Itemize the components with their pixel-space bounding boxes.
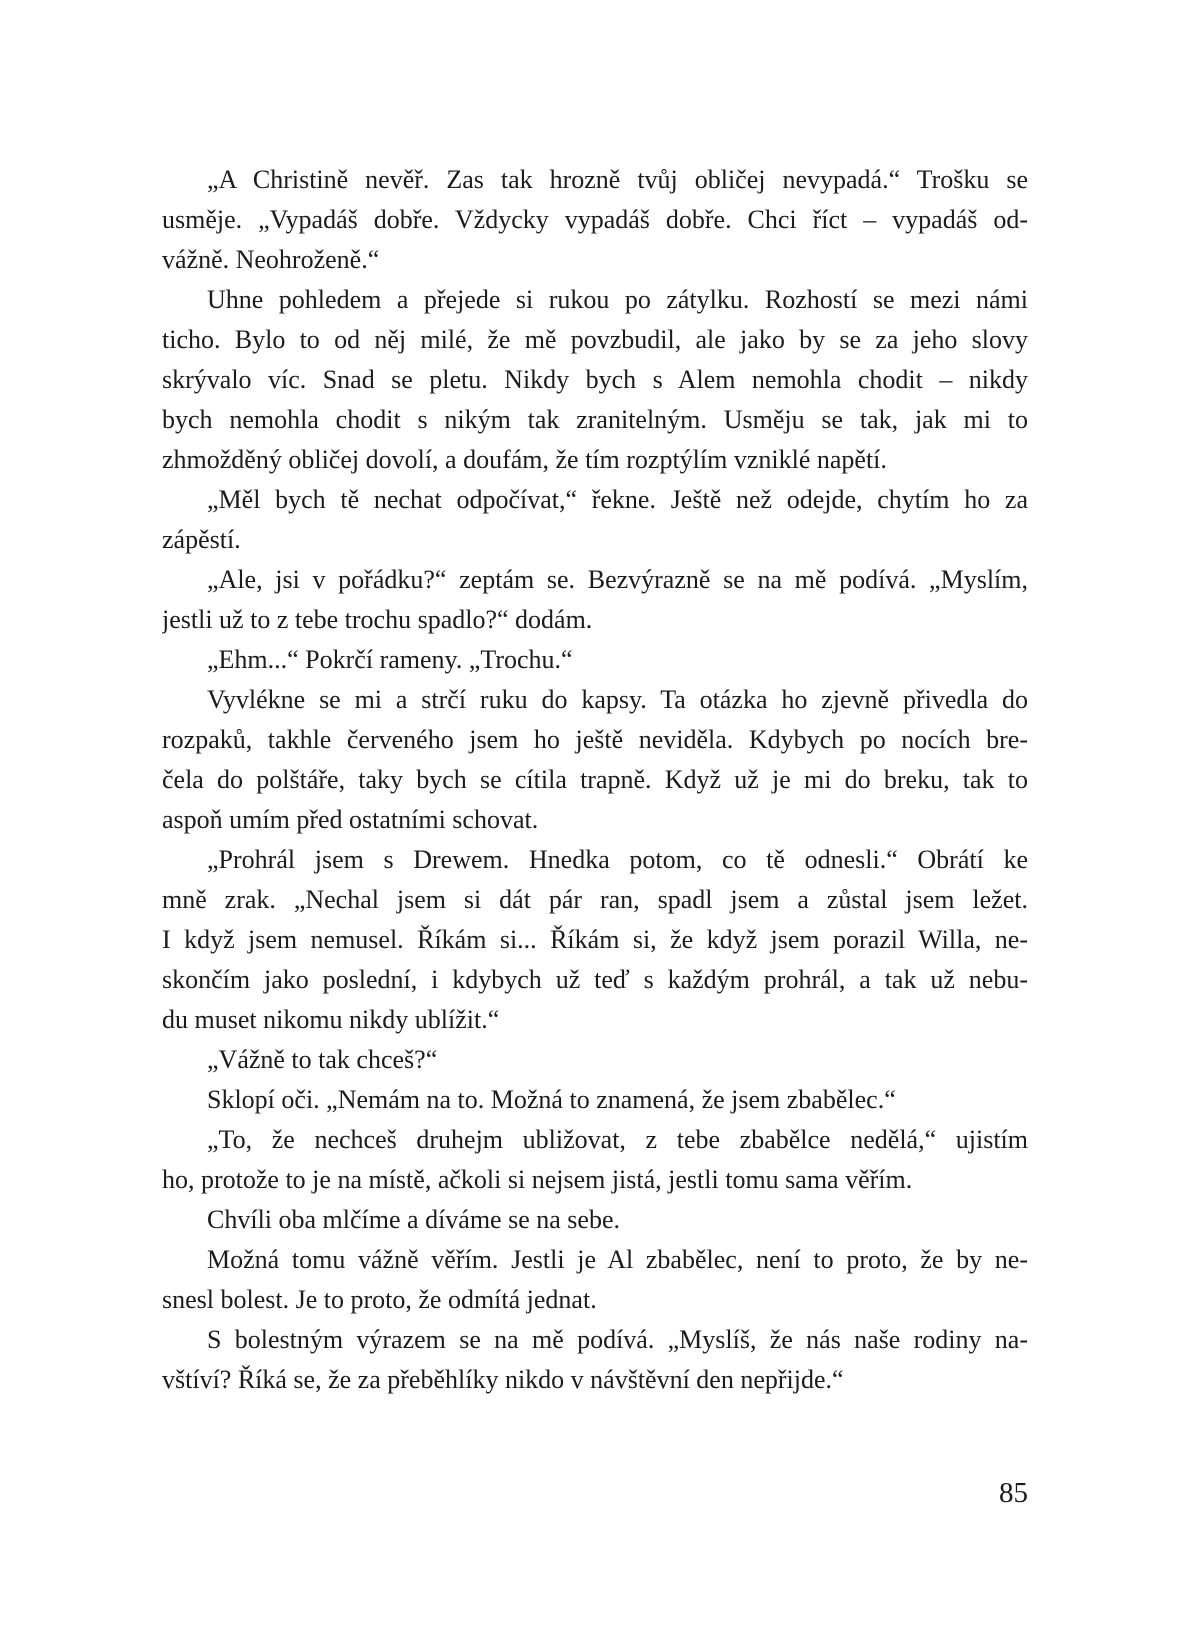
text-line: jestli už to z tebe trochu spadlo?“ dodám.	[162, 605, 593, 634]
text-line: mně zrak. „Nechal jsem si dát pár ran, spadl jsem a zůstal jsem ležet.	[162, 885, 1028, 914]
text-line: skrývalo víc. Snad se pletu. Nikdy bych s Alem nemohla chodit – nikdy	[162, 365, 1028, 394]
page-text	[162, 160, 1028, 1400]
text-line: „Ehm...“ Pokrčí rameny. „Trochu.“	[207, 645, 573, 674]
paragraph	[162, 560, 1028, 640]
text-line: zhmožděný obličej dovolí, a doufám, že tím rozptýlím vzniklé napětí.	[162, 445, 887, 474]
text-line: „To, že nechceš druhejm ubližovat, z tebe zbabělce nedělá,“ ujistím	[207, 1125, 1028, 1154]
text-line: Vyvlékne se mi a strčí ruku do kapsy. Ta otázka ho zjevně přivedla do	[207, 685, 1028, 714]
text-line: bych nemohla chodit s nikým tak zranitelným. Usměju se tak, jak mi to	[162, 405, 1028, 434]
text-line: „Vážně to tak chceš?“	[207, 1045, 438, 1074]
text-line: zápěstí.	[162, 525, 241, 554]
text-line: Uhne pohledem a přejede si rukou po zátylku. Rozhostí se mezi námi	[207, 285, 1028, 314]
text-line: Možná tomu vážně věřím. Jestli je Al zbabělec, není to proto, že by ne-	[207, 1245, 1028, 1274]
text-line: aspoň umím před ostatními schovat.	[162, 805, 539, 834]
paragraph	[162, 1240, 1028, 1320]
paragraph	[162, 1040, 1028, 1080]
paragraph	[162, 480, 1028, 560]
text-line: „A Christině nevěř. Zas tak hrozně tvůj obličej nevypadá.“ Trošku se	[207, 165, 1028, 194]
text-line: ticho. Bylo to od něj milé, že mě povzbudil, ale jako by se za jeho slovy	[162, 325, 1028, 354]
paragraph	[162, 1320, 1028, 1400]
text-line: vážně. Neohroženě.“	[162, 245, 380, 274]
text-line: „Měl bych tě nechat odpočívat,“ řekne. Ještě než odejde, chytím ho za	[207, 485, 1028, 514]
text-line: ho, protože to je na místě, ačkoli si nejsem jistá, jestli tomu sama věřím.	[162, 1165, 913, 1194]
text-line: Chvíli oba mlčíme a díváme se na sebe.	[207, 1205, 620, 1234]
text-line: skončím jako poslední, i kdybych už teď s každým prohrál, a tak už nebu-	[162, 965, 1028, 994]
text-line: vštíví? Říká se, že za přeběhlíky nikdo v návštěvní den nepřijde.“	[162, 1365, 844, 1394]
text-line: rozpaků, takhle červeného jsem ho ještě neviděla. Kdybych po nocích bre-	[162, 725, 1028, 754]
text-line: čela do polštáře, taky bych se cítila trapně. Když už je mi do breku, tak to	[162, 765, 1028, 794]
text-line: Sklopí oči. „Nemám na to. Možná to znamená, že jsem zbabělec.“	[207, 1085, 896, 1114]
text-line: „Prohrál jsem s Drewem. Hnedka potom, co tě odnesli.“ Obrátí ke	[207, 845, 1028, 874]
text-line: „Ale, jsi v pořádku?“ zeptám se. Bezvýrazně se na mě podívá. „Myslím,	[207, 565, 1028, 594]
paragraph	[162, 640, 1028, 680]
text-line: S bolestným výrazem se na mě podívá. „Myslíš, že nás naše rodiny na-	[207, 1325, 1028, 1354]
page-number: 85	[999, 1477, 1028, 1509]
paragraph	[162, 1080, 1028, 1120]
text-line: I když jsem nemusel. Říkám si... Říkám si, že když jsem porazil Willa, ne-	[162, 925, 1028, 954]
text-line: usměje. „Vypadáš dobře. Vždycky vypadáš dobře. Chci říct – vypadáš od-	[162, 205, 1028, 234]
text-line: du muset nikomu nikdy ublížit.“	[162, 1005, 500, 1034]
paragraph	[162, 1200, 1028, 1240]
paragraph	[162, 280, 1028, 480]
paragraph	[162, 840, 1028, 1040]
paragraph	[162, 680, 1028, 840]
paragraph	[162, 1120, 1028, 1200]
text-line: snesl bolest. Je to proto, že odmítá jednat.	[162, 1285, 597, 1314]
paragraph	[162, 160, 1028, 280]
